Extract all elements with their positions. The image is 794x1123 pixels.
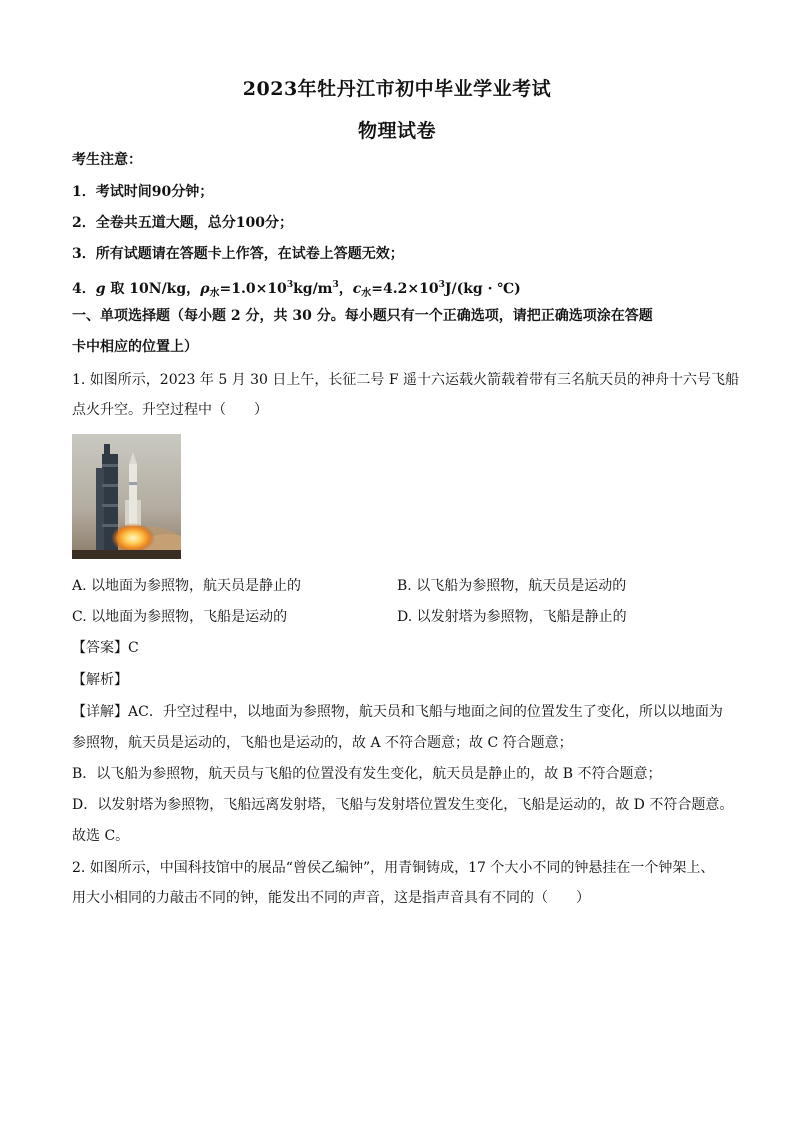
question-1-stem-cont: 点火升空。升空过程中（ ）	[72, 402, 268, 418]
section-1-heading: 一、单项选择题（每小题 2 分，共 30 分。每小题只有一个正确选项，请把正确选项涂在答题	[72, 308, 653, 324]
density-value: =1.0×10	[219, 281, 287, 297]
question-1-detail: 【详解】AC．升空过程中，以地面为参照物，航天员和飞船与地面之间的位置发生了变化，所以以地面为	[72, 704, 723, 720]
question-1-answer: 【答案】C	[72, 640, 139, 656]
gravity-symbol: g	[95, 281, 106, 297]
notice-item-1: 1．考试时间90分钟；	[72, 184, 214, 200]
heat-capacity-subscript: 水	[361, 288, 372, 299]
heat-capacity-unit: J/(kg · ℃)	[444, 281, 521, 297]
exam-subtitle: 物理试卷	[357, 120, 436, 142]
question-1-detail-b: B．以飞船为参照物，航天员与飞船的位置没有发生变化，航天员是静止的，故 B 不符合题意；	[72, 766, 662, 782]
question-2-stem-cont: 用大小相同的力敲击不同的钟，能发出不同的声音，这是指声音具有不同的（ ）	[72, 890, 590, 906]
separator: ，	[338, 281, 353, 297]
rocket-launch-image	[72, 434, 181, 559]
notice-item-4	[72, 275, 732, 304]
question-1-option-c: C. 以地面为参照物，飞船是运动的	[72, 609, 288, 625]
question-1-conclusion: 故选 C。	[72, 828, 130, 844]
question-2-stem: 2. 如图所示，中国科技馆中的展品“曾侯乙编钟”，用青铜铸成，17 个大小不同的钟悬挂在一个钟架上、	[72, 860, 715, 876]
heat-capacity-symbol: c	[352, 281, 362, 297]
notice-item-2: 2．全卷共五道大题，总分100分；	[72, 215, 293, 231]
notice-item-4-number: 4．	[72, 281, 96, 297]
section-1-heading-cont: 卡中相应的位置上）	[72, 339, 198, 355]
heat-capacity-value: =4.2×10	[371, 281, 439, 297]
question-1-detail-cont: 参照物，航天员是运动的，飞船也是运动的，故 A 不符合题意；故 C 符合题意；	[72, 735, 573, 751]
question-1-option-d: D. 以发射塔为参照物，飞船是静止的	[397, 609, 627, 625]
question-1-option-b: B. 以飞船为参照物，航天员是运动的	[397, 578, 627, 594]
exam-title: 2023年牡丹江市初中毕业学业考试	[242, 78, 552, 100]
question-1-stem: 1. 如图所示，2023 年 5 月 30 日上午，长征二号 F 遥十六运载火箭载着带有三名航天员的神舟十六号飞船	[72, 372, 740, 388]
density-symbol: ρ	[200, 281, 210, 297]
notice-item-3: 3．所有试题请在答题卡上作答，在试卷上答题无效；	[72, 246, 404, 262]
density-unit-exponent: 3	[332, 280, 339, 290]
heat-capacity-exponent: 3	[438, 280, 445, 290]
notice-heading: 考生注意：	[72, 152, 142, 168]
density-exponent: 3	[286, 280, 294, 290]
question-1-analysis-label: 【解析】	[72, 672, 128, 688]
question-1-option-a: A. 以地面为参照物，航天员是静止的	[72, 578, 302, 594]
density-subscript: 水	[209, 288, 220, 299]
gravity-value: 取 10N/kg，	[105, 281, 201, 297]
question-1-detail-d: D．以发射塔为参照物，飞船远离发射塔，飞船与发射塔位置发生变化，飞船是运动的，故 D 不符合题意。	[72, 797, 734, 813]
density-unit: kg/m	[293, 281, 333, 297]
